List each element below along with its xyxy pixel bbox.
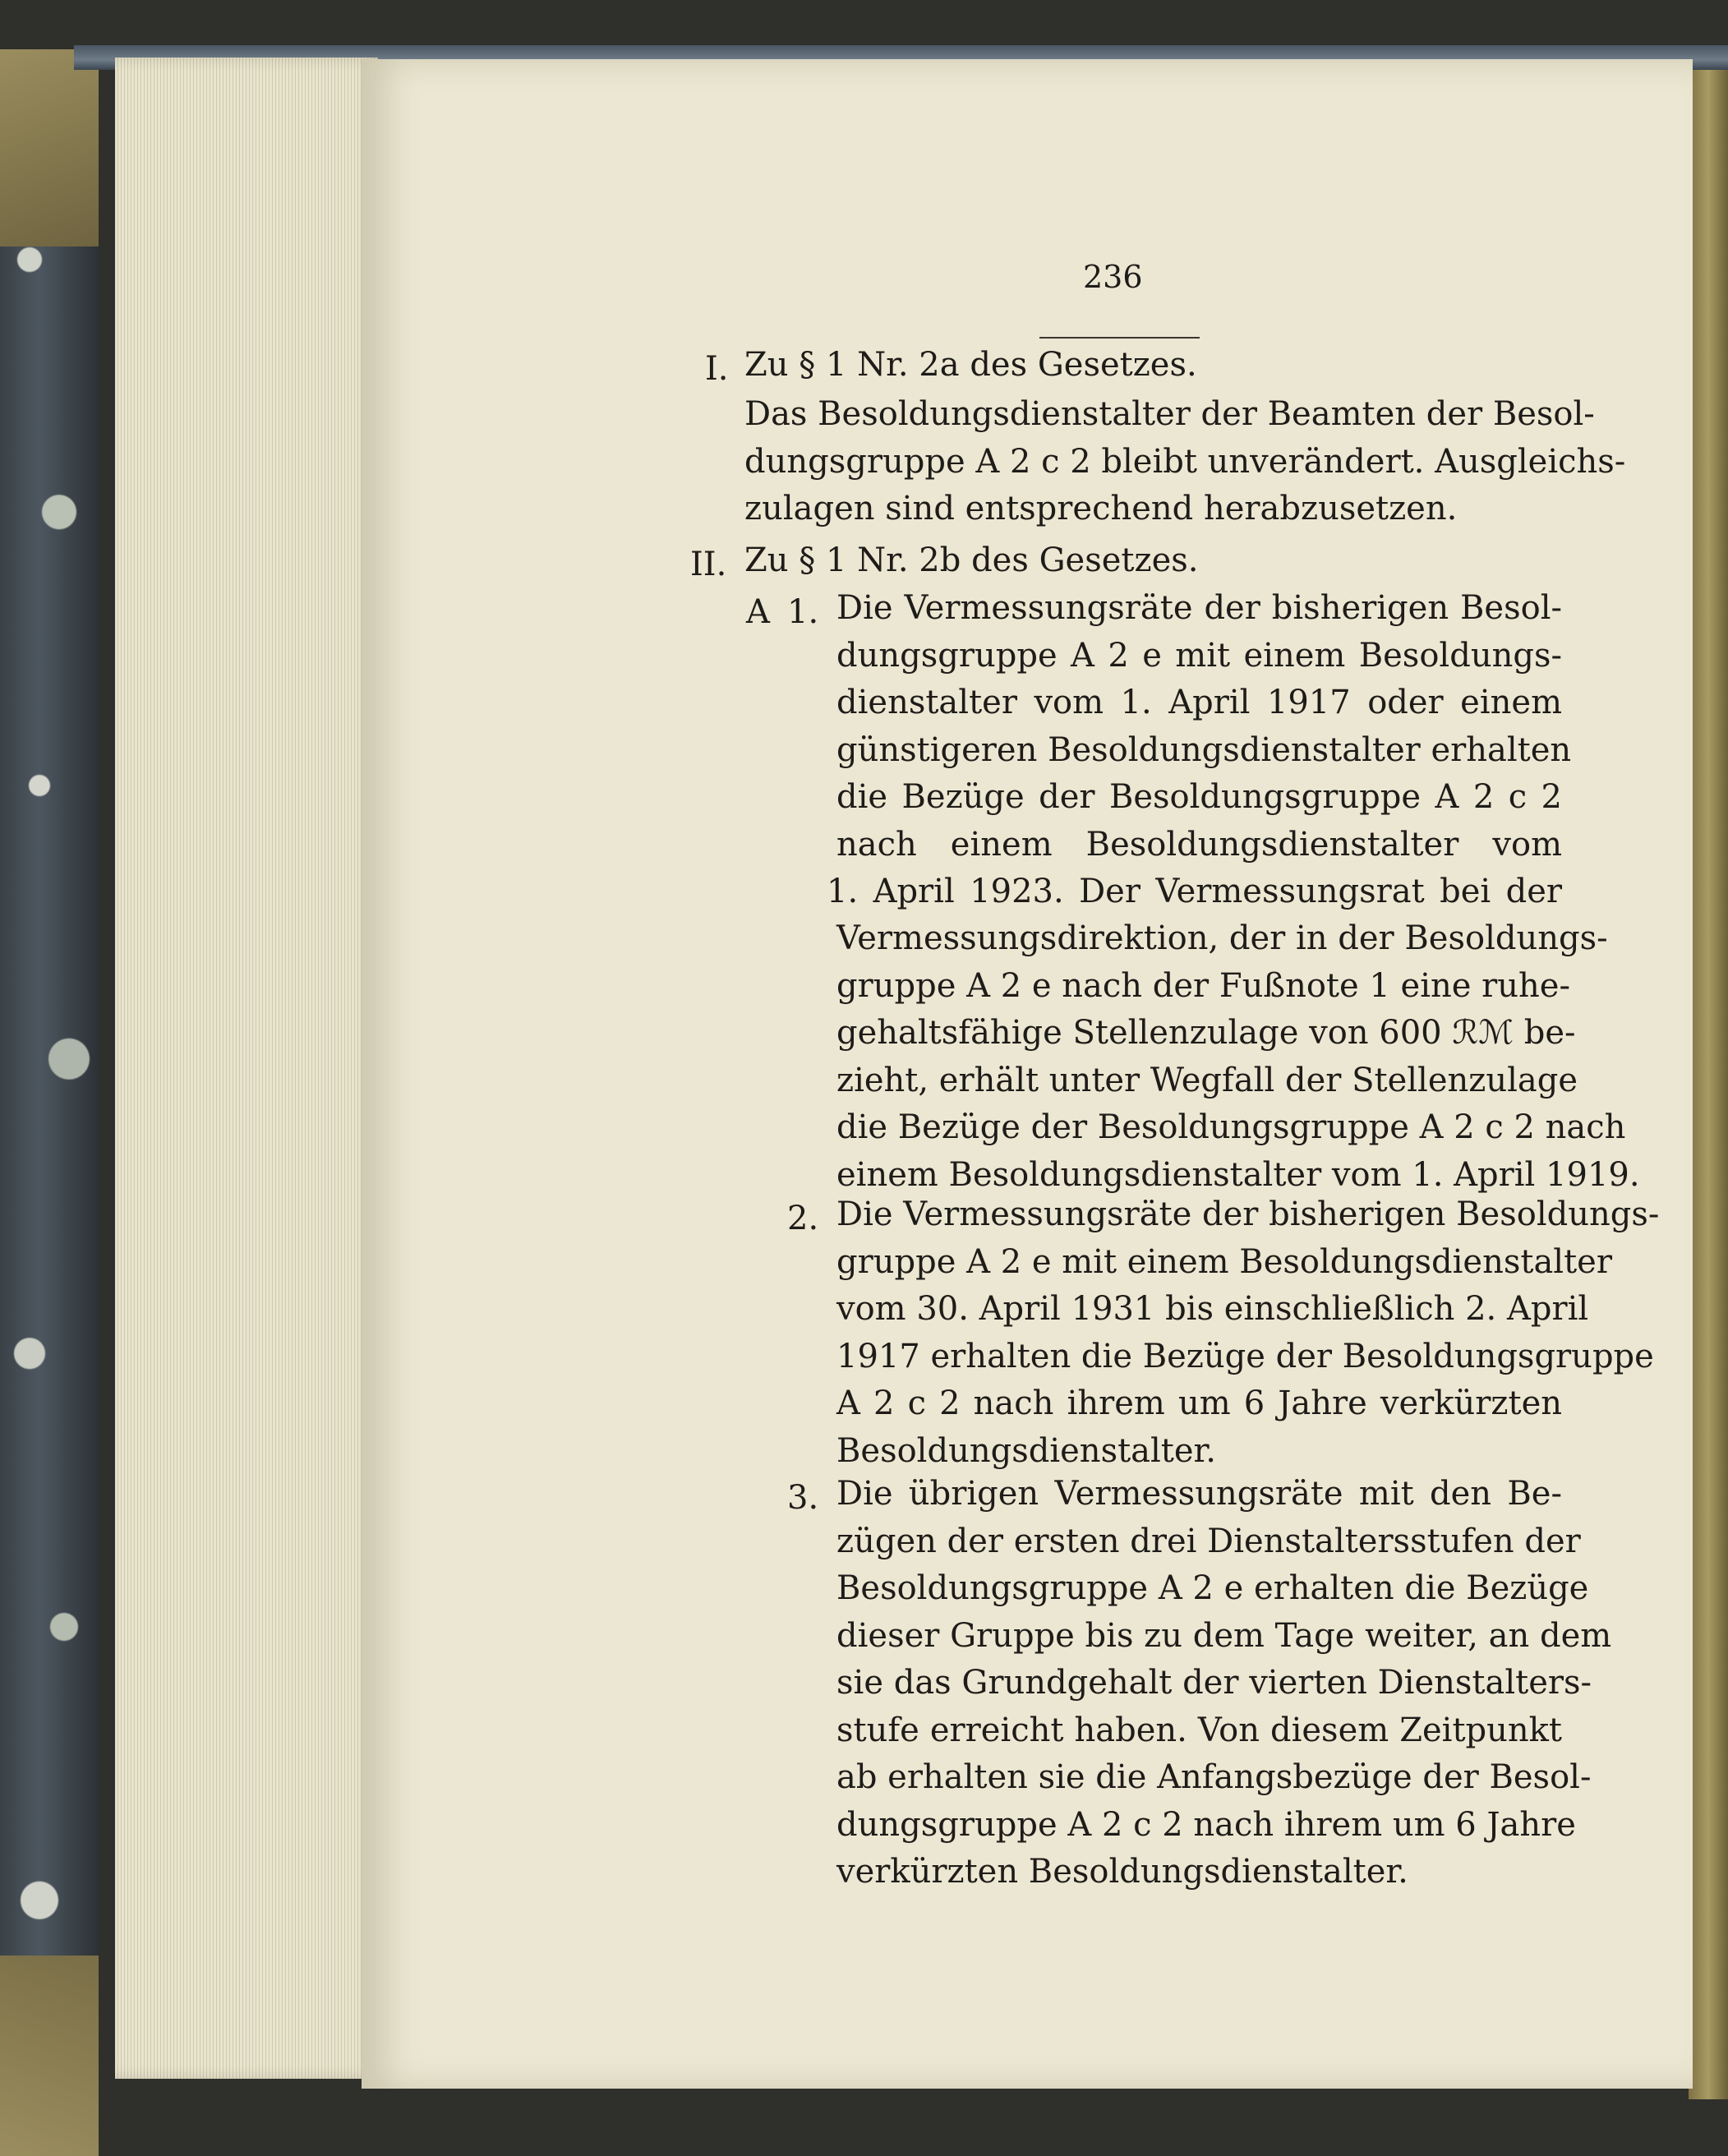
paragraph-line: günstigeren Besoldungsdienstalter erhalten [836,730,1572,769]
paragraph-line: Besoldungsdienstalter. [836,1431,1216,1470]
book-cover-corner-bottom [0,1956,99,2156]
paragraph-line: einem Besoldungsdienstalter vom 1. April 1919. [836,1155,1640,1194]
paragraph-line: Das Besoldungsdienstalter der Beamten der Besol- [744,395,1595,433]
paragraph-line: zulagen sind entsprechend herabzusetzen. [744,490,1458,527]
book-cover-corner-top [0,49,99,246]
sub-marker-A: A [746,593,770,631]
header-rule [1039,337,1200,339]
paragraph-line: dienstalter vom 1. April 1917 oder einem [836,684,1562,721]
paragraph-line: 1917 erhalten die Bezüge der Besoldungsgruppe [836,1337,1654,1375]
book-cover-right [1689,70,1728,2099]
paragraph-line: stufe erreicht haben. Von diesem Zeitpunkt [836,1711,1562,1749]
section-marker-I: I. [705,350,729,388]
item-1-paragraph-rest [836,915,1640,1199]
page-number: 236 [1083,259,1143,295]
paragraph-line: dungsgruppe A 2 c 2 nach ihrem um 6 Jahre [836,1805,1576,1844]
item-2-paragraph [836,1191,1660,1475]
section-I-heading [744,342,1221,389]
item-1-paragraph [836,585,1572,868]
section-II-heading [744,537,1237,585]
item-marker-1: 1. [787,593,819,631]
paragraph-line: nach einem Besoldungsdienstalter vom [836,825,1562,864]
section-I-paragraph [744,391,1626,533]
item-marker-2: 2. [787,1200,819,1237]
paragraph-line: Vermessungsdirektion, der in der Besoldungs- [836,919,1608,957]
paragraph-line: die Bezüge der Besoldungsgruppe A 2 c 2 nach [836,1108,1626,1146]
paragraph-line: gehaltsfähige Stellenzulage von 600 ℛℳ be- [836,1014,1576,1052]
heading-line: Zu § 1 Nr. 2a des Gesetzes. [744,346,1197,384]
paragraph-line: zieht, erhält unter Wegfall der Stellenzulage [836,1061,1578,1099]
paragraph-line: Besoldungsgruppe A 2 e erhalten die Bezüge [836,1569,1589,1607]
paragraph-line: die Bezüge der Besoldungsgruppe A 2 c 2 [836,778,1562,816]
paragraph-line: verkürzten Besoldungsdienstalter. [836,1853,1408,1891]
paragraph-line: dungsgruppe A 2 e mit einem Besoldungs- [836,636,1562,675]
item-1-paragraph-cont [827,868,1562,916]
paragraph-line: ab erhalten sie die Anfangsbezüge der Besol- [836,1758,1592,1796]
paragraph-line: Die Vermessungsräte der bisherigen Besoldungs- [836,1195,1660,1233]
section-marker-II: II. [690,546,727,583]
paragraph-line: gruppe A 2 e mit einem Besoldungsdienstalter [836,1242,1612,1281]
heading-line: Zu § 1 Nr. 2b des Gesetzes. [744,541,1199,579]
paragraph-line: zügen der ersten drei Dienstaltersstufen der [836,1522,1581,1560]
paragraph-line: gruppe A 2 e nach der Fußnote 1 eine ruhe- [836,966,1570,1005]
paragraph-line: dieser Gruppe bis zu dem Tage weiter, an dem [836,1616,1612,1655]
paragraph-line: sie das Grundgehalt der vierten Dienstalters- [836,1664,1592,1702]
paragraph-line: 1. April 1923. Der Vermessungsrat bei der [827,873,1562,910]
paragraph-line: Die Vermessungsräte der bisherigen Besol- [836,589,1562,627]
paragraph-line: A 2 c 2 nach ihrem um 6 Jahre verkürzten [836,1384,1562,1422]
paragraph-line: Die übrigen Vermessungsräte mit den Be- [836,1475,1562,1513]
paragraph-line: vom 30. April 1931 bis einschließlich 2. April [836,1290,1589,1328]
item-marker-3: 3. [787,1479,819,1517]
book-cover-left [0,49,99,2153]
paragraph-line: dungsgruppe A 2 c 2 bleibt unverändert. Ausgleichs- [744,442,1626,481]
page-stack-edge [115,58,378,2079]
item-3-paragraph [836,1471,1612,1896]
